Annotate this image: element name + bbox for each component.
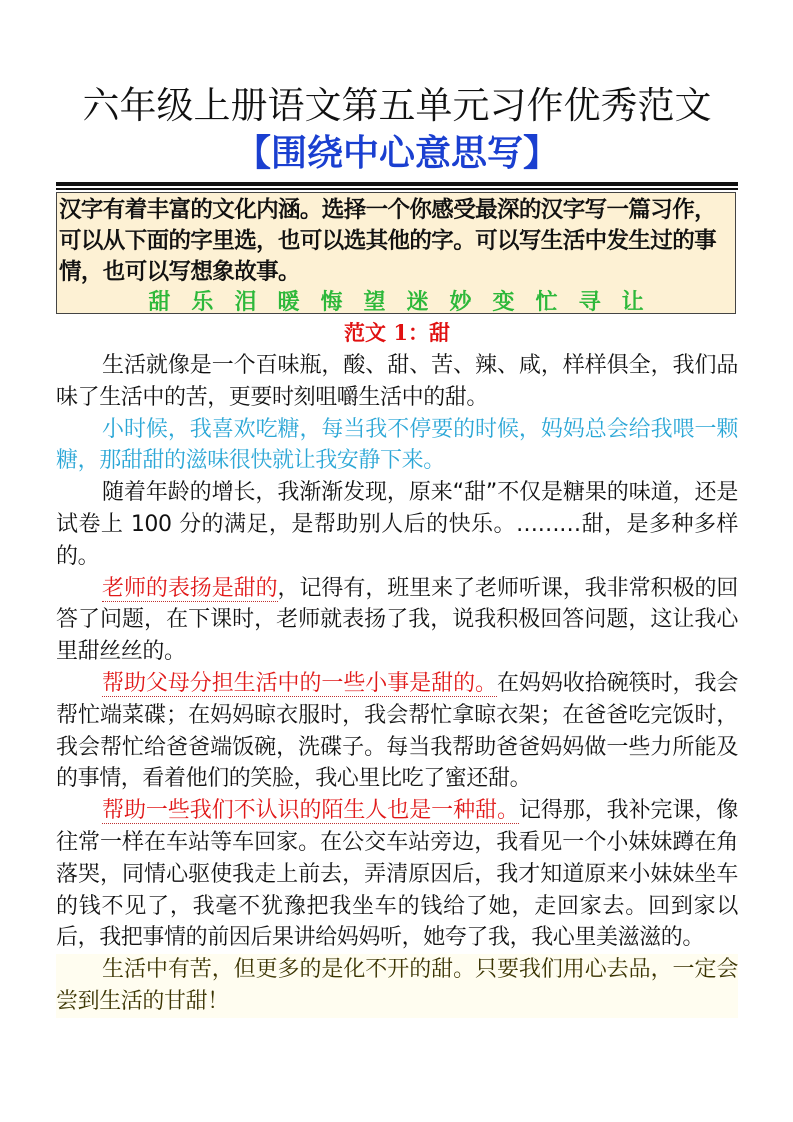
divider-thick — [56, 182, 738, 186]
paragraph-text: ，记得有，班里来了老师听课，我非常积极的回答了问题，在下课时，老师就表扬了我，说我积极回答问题，这让我心里甜丝丝的。 — [56, 575, 738, 665]
character-option: 变 — [492, 289, 515, 315]
essay-paragraph-teacher — [56, 573, 738, 668]
character-option: 寻 — [578, 289, 601, 315]
prompt-text: 汉字有着丰富的文化内涵。选择一个你感受最深的汉字写一篇习作，可以从下面的字里选，也可以选其他的字。可以写生活中发生过的事情，也可以写想象故事。 — [59, 197, 717, 285]
character-option: 暖 — [277, 289, 300, 315]
essay-paragraph-stranger — [56, 795, 738, 954]
character-option: 妙 — [449, 289, 472, 315]
character-options — [57, 288, 735, 316]
character-option: 乐 — [191, 289, 214, 315]
character-option: 让 — [621, 289, 644, 315]
essay-paragraph-intro — [56, 350, 738, 414]
page-subtitle: 【围绕中心意思写】 — [234, 133, 559, 174]
character-option: 甜 — [148, 289, 171, 315]
writing-prompt-box — [56, 192, 736, 314]
essay-paragraph-childhood — [56, 414, 738, 478]
character-option: 望 — [363, 289, 386, 315]
paragraph-text: 生活中有苦，但更多的是化不开的甜。只要我们用心去品，一定会尝到生活的甘甜！ — [56, 957, 738, 1014]
topic-sentence: 帮助一些我们不认识的陌生人也是一种甜。 — [102, 798, 519, 824]
page-title: 六年级上册语文第五单元习作优秀范文 — [82, 84, 712, 127]
topic-sentence: 帮助父母分担生活中的一些小事是甜的。 — [102, 670, 497, 696]
essay-paragraph-parents — [56, 668, 738, 795]
topic-sentence: 老师的表扬是甜的 — [102, 575, 278, 601]
character-option: 泪 — [234, 289, 257, 315]
paragraph-text: 生活就像是一个百味瓶，酸、甜、苦、辣、咸，样样俱全，我们品味了生活中的苦，更要时刻咀嚼生活中的甜。 — [56, 353, 738, 410]
essay-paragraph-growing — [56, 477, 738, 572]
essay-title: 范文 1：甜 — [344, 320, 450, 345]
paragraph-text: 小时候，我喜欢吃糖，每当我不停要的时候，妈妈总会给我喂一颗糖，那甜甜的滋味很快就让我安静下来。 — [56, 416, 738, 474]
paragraph-text: 随着年龄的增长，我渐渐发现，原来“甜”不仅是糖果的味道，还是试卷上 100 分的满足，是帮助别人后的快乐。………甜，是多种多样的。 — [56, 480, 738, 569]
character-option: 迷 — [406, 289, 429, 315]
character-option: 悔 — [320, 289, 343, 315]
character-option: 忙 — [535, 289, 558, 315]
paragraph-text: 记得那，我补完课，像往常一样在车站等车回家。在公交车站旁边，我看见一个小妹妹蹲在角落哭，同情心驱使我走上前去，弄清原因后，我才知道原来小妹妹坐车的钱不见了，我毫不犹豫把我坐车的钱给了她，走回家去。回到家以后，我把事情的前因后果讲给妈妈听，她夸了我，我心里美滋滋的。 — [56, 798, 738, 951]
paragraph-text: 在妈妈收拾碗筷时，我会帮忙端菜碟；在妈妈晾衣服时，我会帮忙拿晾衣架；在爸爸吃完饭时，我会帮忙给爸爸端饭碗，洗碟子。每当我帮助爸爸妈妈做一些力所能及的事情，看着他们的笑脸，我心里比吃了蜜还甜。 — [56, 670, 738, 792]
essay-paragraph-conclusion — [56, 954, 738, 1018]
divider-thin — [56, 188, 738, 190]
essay-body — [56, 350, 738, 1018]
